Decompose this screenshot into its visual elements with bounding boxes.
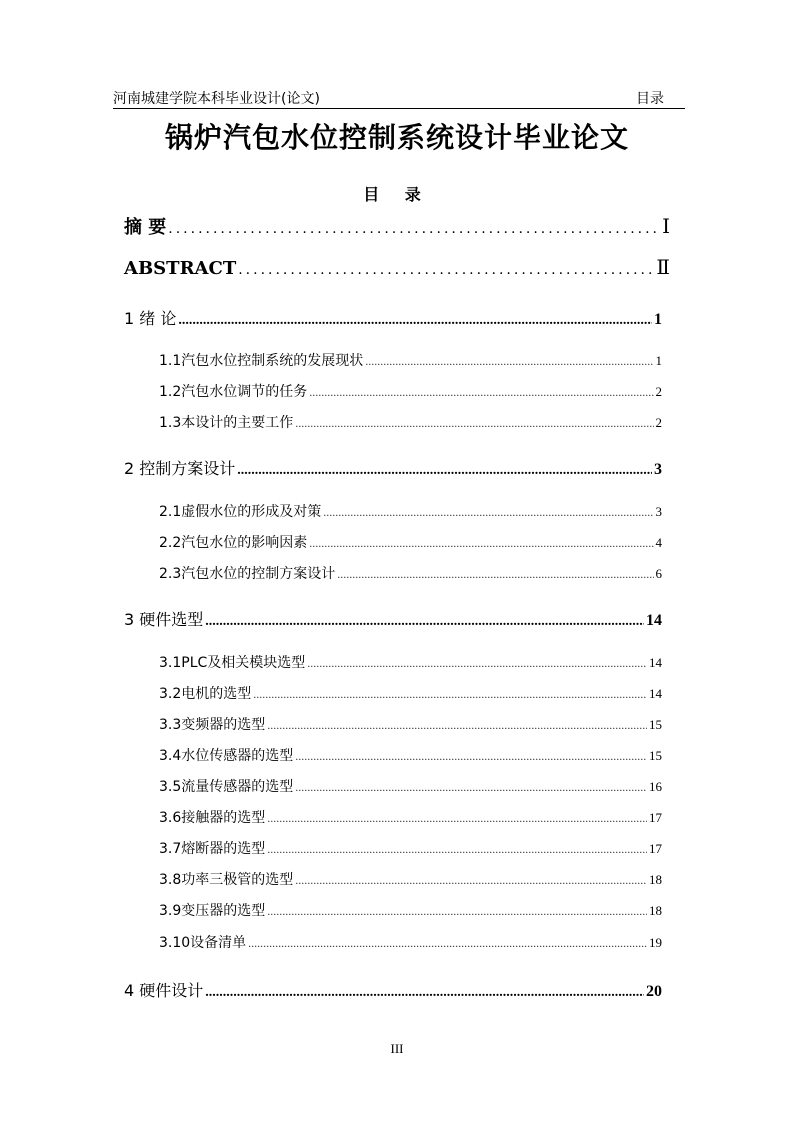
toc-entry-label: 2.2汽包水位的影响因素	[159, 535, 308, 551]
toc-leader-dots	[267, 904, 647, 919]
toc-entry-page: 6	[655, 566, 662, 581]
toc-entry-page: Ⅱ	[656, 255, 670, 279]
toc-entry-label: 2.3汽包水位的控制方案设计	[159, 566, 336, 582]
toc-entry-label: 2.1虚假水位的形成及对策	[159, 504, 322, 520]
toc-entry-page: 18	[649, 872, 662, 887]
toc-entry-3-4[interactable]	[159, 745, 662, 765]
toc-leader-dots	[253, 687, 647, 702]
document-title: 锅炉汽包水位控制系统设计毕业论文	[164, 121, 629, 154]
toc-entry-3-10[interactable]	[159, 932, 662, 952]
toc-entry-page: 14	[649, 655, 662, 670]
toc-leader-dots	[205, 985, 644, 1001]
toc-entry-chapter-1[interactable]	[124, 306, 662, 329]
toc-entry-2-3[interactable]	[159, 563, 662, 583]
toc-entry-label: 3.10设备清单	[159, 935, 247, 951]
toc-leader-dots	[267, 811, 647, 826]
toc-leader-dots	[365, 354, 653, 369]
toc-entry-3-1[interactable]	[159, 652, 662, 672]
toc-entry-label: 3.5流量传感器的选型	[159, 779, 294, 795]
toc-entry-label: 2 控制方案设计	[124, 459, 236, 478]
toc-leader-dots	[295, 873, 647, 888]
toc-entry-page: 1	[655, 353, 662, 368]
toc-entry-label: 1.3本设计的主要工作	[159, 415, 294, 431]
toc-leader-dots	[205, 614, 644, 630]
toc-entry-page: 14	[646, 612, 662, 629]
toc-entry-page: 4	[655, 535, 662, 550]
toc-entry-1-2[interactable]	[159, 381, 662, 401]
toc-leader-dots	[237, 463, 652, 479]
header-section: 目录	[636, 91, 664, 107]
toc-entry-page: 17	[649, 841, 662, 856]
toc-entry-label: 3.2电机的选型	[159, 686, 252, 702]
toc-entry-page: 17	[649, 810, 662, 825]
toc-leader-dots	[238, 262, 654, 278]
toc-entry-label: 摘 要	[124, 217, 167, 238]
toc-entry-page: Ⅰ	[662, 214, 670, 238]
toc-entry-chapter-2[interactable]	[124, 456, 662, 479]
toc-leader-dots	[309, 385, 653, 400]
toc-entry-label: ABSTRACT	[124, 258, 237, 279]
toc-entry-label: 3.8功率三极管的选型	[159, 872, 294, 888]
toc-entry-1-1[interactable]	[159, 350, 662, 370]
toc-entry-page: 15	[649, 717, 662, 732]
toc-leader-dots	[178, 313, 652, 329]
toc-entry-1-3[interactable]	[159, 412, 662, 432]
toc-leader-dots	[309, 536, 653, 551]
page-number: III	[390, 1041, 404, 1056]
toc-entry-3-5[interactable]	[159, 776, 662, 796]
toc-leader-dots	[295, 780, 647, 795]
toc-entry-label: 3.4水位传感器的选型	[159, 748, 294, 764]
header-divider	[113, 108, 685, 109]
toc-entry-page: 3	[655, 504, 662, 519]
toc-entry-chapter-4[interactable]	[124, 978, 662, 1001]
toc-entry-abstract-cn[interactable]	[124, 213, 670, 239]
toc-leader-dots	[337, 567, 653, 582]
toc-leader-dots	[267, 842, 647, 857]
toc-entry-page: 2	[655, 384, 662, 399]
toc-entry-3-7[interactable]	[159, 838, 662, 858]
toc-leader-dots	[267, 718, 647, 733]
toc-heading: 目 录	[363, 185, 431, 204]
toc-entry-page: 14	[649, 686, 662, 701]
toc-entry-page: 18	[649, 903, 662, 918]
toc-entry-3-6[interactable]	[159, 807, 662, 827]
toc-entry-3-3[interactable]	[159, 714, 662, 734]
toc-leader-dots	[307, 656, 647, 671]
page-header	[113, 86, 664, 108]
toc-entry-2-2[interactable]	[159, 532, 662, 552]
toc-entry-page: 15	[649, 748, 662, 763]
toc-leader-dots	[323, 505, 653, 520]
toc-entry-label: 1.2汽包水位调节的任务	[159, 384, 308, 400]
toc-entry-label: 4 硬件设计	[124, 981, 204, 1000]
toc-entry-3-8[interactable]	[159, 869, 662, 889]
toc-entry-2-1[interactable]	[159, 501, 662, 521]
toc-leader-dots	[295, 416, 653, 431]
toc-entry-label: 3 硬件选型	[124, 610, 204, 629]
toc-entry-label: 3.7熔断器的选型	[159, 841, 266, 857]
toc-entry-page: 16	[649, 779, 662, 794]
toc-entry-label: 1.1汽包水位控制系统的发展现状	[159, 353, 364, 369]
toc-entry-chapter-3[interactable]	[124, 607, 662, 630]
toc-entry-label: 3.9变压器的选型	[159, 903, 266, 919]
toc-entry-label: 3.3变频器的选型	[159, 717, 266, 733]
toc-entry-page: 1	[654, 311, 662, 328]
toc-entry-3-9[interactable]	[159, 900, 662, 920]
toc-entry-page: 2	[655, 415, 662, 430]
toc-entry-label: 3.1PLC及相关模块选型	[159, 655, 306, 671]
toc-entry-page: 19	[649, 935, 662, 950]
toc-entry-label: 1 绪 论	[124, 309, 177, 328]
toc-entry-page: 20	[646, 983, 662, 1000]
toc-leader-dots	[295, 749, 647, 764]
toc-entry-page: 3	[654, 461, 662, 478]
header-school: 河南城建学院本科毕业设计(论文)	[113, 91, 320, 107]
toc-entry-abstract-en[interactable]	[124, 255, 670, 279]
toc-leader-dots	[248, 936, 647, 951]
toc-entry-3-2[interactable]	[159, 683, 662, 703]
toc-leader-dots	[168, 221, 660, 237]
toc-entry-label: 3.6接触器的选型	[159, 810, 266, 826]
